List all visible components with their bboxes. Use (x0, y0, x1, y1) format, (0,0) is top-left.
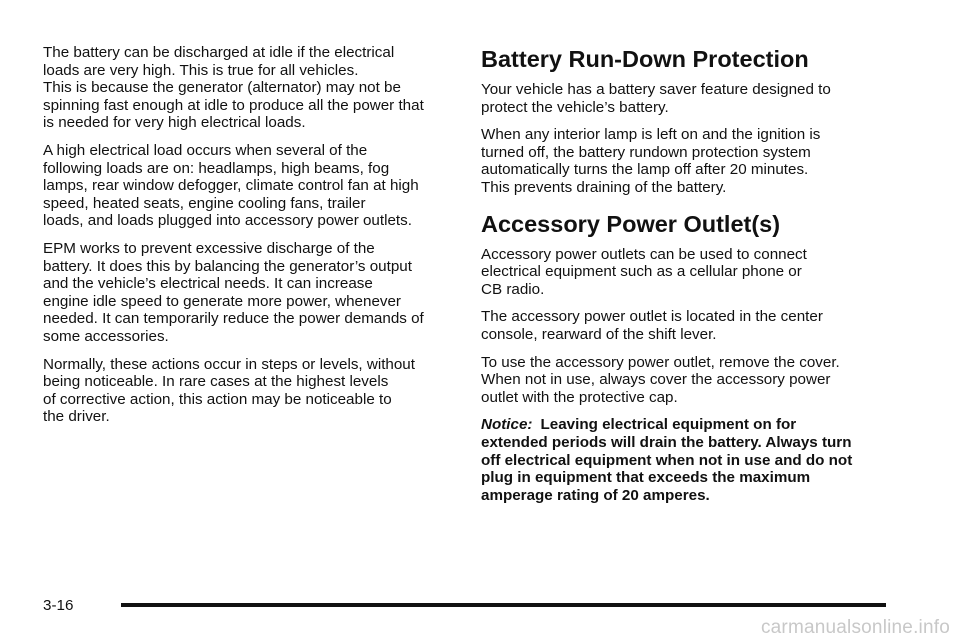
heading-accessory-power-outlets: Accessory Power Outlet(s) (481, 210, 781, 237)
paragraph-outlets-usage: Accessory power outlets can be used to connect electrical equipment such as a cellular phone or CB radio. (481, 245, 807, 298)
page-number: 3-16 (43, 597, 74, 614)
notice-label: Notice: (481, 416, 533, 434)
paragraph-normal-actions: Normally, these actions occur in steps or levels, without being noticeable. In rare cases at the highest levels of corrective action, this action may be noticeable to the driver. (43, 355, 415, 426)
left-column (43, 44, 453, 436)
paragraph-epm: EPM works to prevent excessive discharge of the battery. It does this by balancing the generator’s output and the vehicle’s electrical needs. It can increase engine idle speed to generate more power, whenever needed. It can temporarily reduce the power demands of some accessories. (43, 239, 424, 345)
paragraph-outlet-cover: To use the accessory power outlet, remove the cover. When not in use, always cover the accessory power outlet with the protective cap. (481, 353, 840, 406)
footer-rule (121, 603, 886, 607)
paragraph-battery-discharge: The battery can be discharged at idle if the electrical loads are very high. This is true for all vehicles. This is because the generator (alternator) may not be spinning fast enough at idle to produce all the power that is needed for very high electrical loads. (43, 44, 424, 132)
paragraph-interior-lamp: When any interior lamp is left on and the ignition is turned off, the battery rundown protection system automatically turns the lamp off after 20 minutes. This prevents draining of the battery. (481, 126, 821, 196)
paragraph-outlet-location: The accessory power outlet is located in the center console, rearward of the shift lever. (481, 308, 823, 343)
notice-text: Leaving electrical equipment on for extended periods will drain the battery. Always turn off electrical equipment when not in use and do not plug in equipment that exceeds the maximum amperage rating of 20 amperes. (481, 416, 853, 504)
notice-block (481, 416, 874, 504)
paragraph-high-electrical-load: A high electrical load occurs when several of the following loads are on: headlamps, high beams, fog lamps, rear window defogger, climate control fan at high speed, heated seats, engine cooling fans, trailer loads, and loads plugged into accessory power outlets. (43, 141, 419, 230)
watermark-text: carmanualsonline.info (760, 617, 950, 638)
heading-battery-run-down-protection: Battery Run-Down Protection (481, 46, 809, 72)
paragraph-battery-saver: Your vehicle has a battery saver feature designed to protect the vehicle’s battery. (481, 81, 831, 116)
right-column (481, 45, 874, 514)
